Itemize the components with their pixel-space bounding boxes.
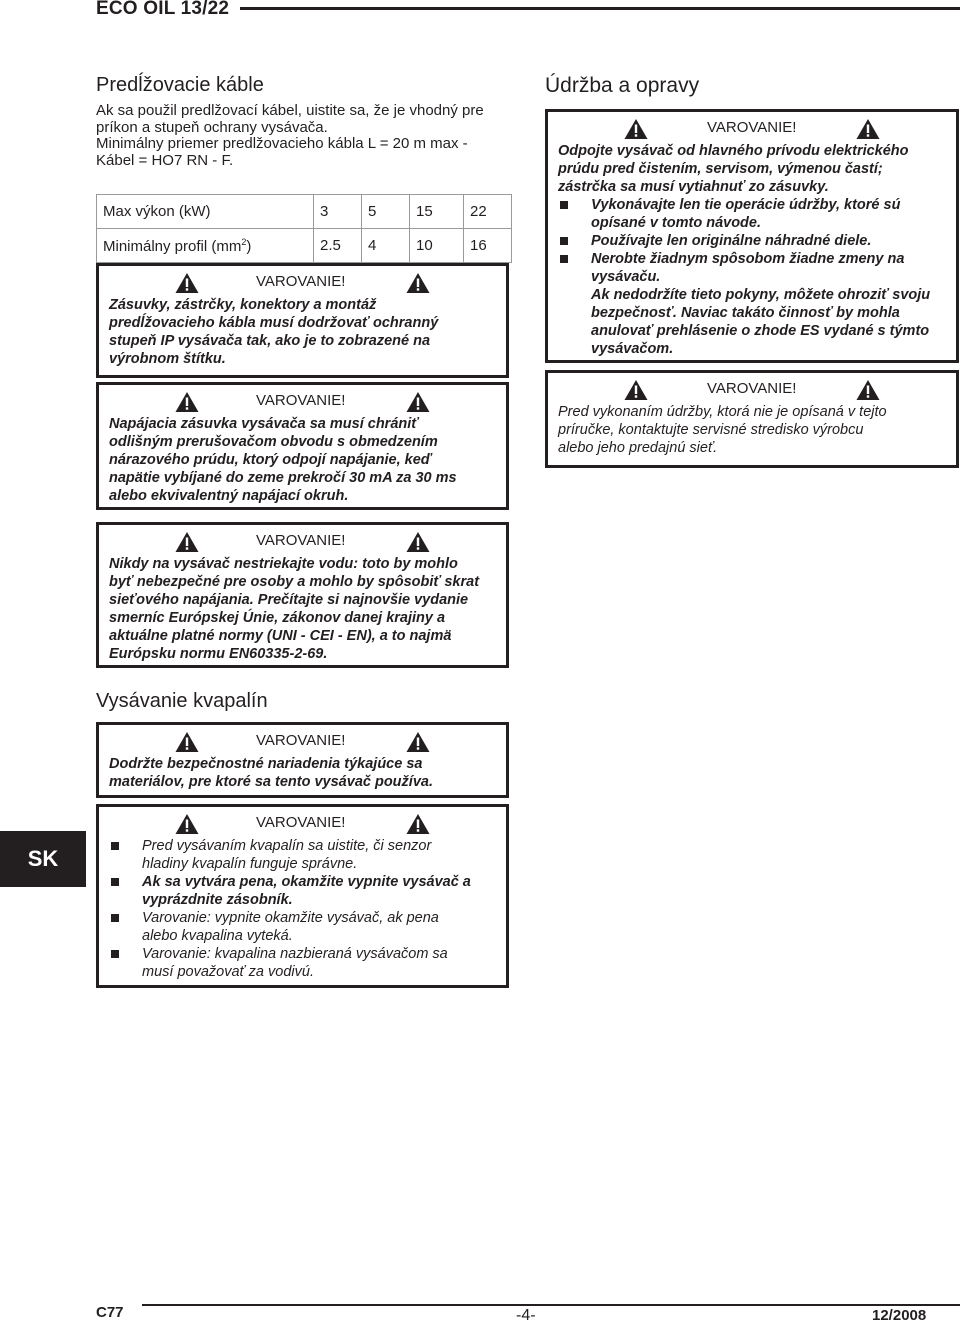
warning-box — [96, 804, 509, 988]
warning-line: Odpojte vysávač od hlavného prívodu elektrického — [558, 143, 909, 159]
warning-line: Zásuvky, zástrčky, konektory a montáž — [109, 297, 377, 313]
warning-triangle-icon — [406, 531, 430, 553]
warning-line: stupeň IP vysávača tak, ako je to zobrazené na — [109, 333, 431, 349]
warning-line: nárazového prúdu, ktorý odpojí napájanie, keď — [109, 452, 432, 468]
list-item-line: alebo kvapalina vyteká. — [142, 928, 293, 944]
warning-text — [109, 296, 496, 368]
warning-triangle-icon — [406, 391, 430, 413]
warning-label: VAROVANIE! — [256, 273, 346, 290]
warning-label: VAROVANIE! — [707, 119, 797, 136]
warning-text — [109, 555, 496, 663]
warning-triangle-icon — [175, 813, 199, 835]
paragraph-line: Minimálny priemer predlžovacieho kábla L = 20 m max - — [96, 135, 468, 152]
warning-line: prúdu pred čistením, servisom, výmenou častí; — [558, 161, 883, 177]
list-item-line: Vykonávajte len tie operácie údržby, ktoré sú — [591, 197, 901, 213]
warning-line: výrobnom štítku. — [109, 351, 226, 367]
footer-code: C77 — [96, 1304, 124, 1321]
list-item-line: bezpečnosť. Naviac takáto činnosť by mohla — [591, 305, 900, 321]
list-item-line: Nerobte žiadnym spôsobom žiadne zmeny na — [591, 251, 905, 267]
warning-header — [109, 389, 496, 415]
warning-line: predĺžovacieho kábla musí dodržovať ochranný — [109, 315, 439, 331]
warning-triangle-icon — [175, 731, 199, 753]
warning-line: Európsku normu EN60335-2-69. — [109, 646, 328, 662]
list-item-line: Ak sa vytvára pena, okamžite vypnite vysávač a — [142, 874, 471, 890]
list-item-line: Ak nedodržíte tieto pokyny, môžete ohroziť svoju — [591, 287, 931, 303]
language-tab: SK — [0, 831, 86, 887]
list-item — [558, 250, 946, 358]
document-title: ECO OIL 13/22 — [96, 0, 230, 19]
warning-triangle-icon — [624, 118, 648, 140]
warning-text — [558, 403, 946, 457]
warning-line: smerníc Európskej Únie, zákonov danej krajiny a — [109, 610, 446, 626]
section-title-liquid-vacuuming: Vysávanie kvapalín — [96, 690, 268, 712]
list-item-line: vyprázdnite zásobník. — [142, 892, 293, 908]
warning-triangle-icon — [175, 391, 199, 413]
warning-line: Nikdy na vysávač nestriekajte vodu: toto by mohlo — [109, 556, 458, 572]
warning-box — [96, 522, 509, 668]
warning-triangle-icon — [406, 272, 430, 294]
warning-list — [109, 837, 496, 981]
warning-line: materiálov, pre ktoré sa tento vysávač používa. — [109, 774, 433, 790]
warning-box — [96, 263, 509, 378]
label-text: ) — [246, 237, 252, 255]
table-cell: 16 — [464, 229, 512, 263]
list-item-line: musí považovať za vodivú. — [142, 964, 314, 980]
warning-header — [109, 270, 496, 296]
warning-triangle-icon — [624, 379, 648, 401]
warning-line: odlišným prerušovačom obvodu s obmedzením — [109, 434, 438, 450]
list-item-line: vysávačom. — [591, 341, 674, 357]
list-item — [109, 945, 496, 981]
list-item — [109, 909, 496, 945]
footer-date: 12/2008 — [872, 1307, 927, 1324]
warning-label: VAROVANIE! — [256, 392, 346, 409]
list-item — [109, 837, 496, 873]
warning-line: sieťového napájania. Prečítajte si najnovšie vydanie — [109, 592, 469, 608]
list-item — [109, 873, 496, 909]
list-item-line: opísané v tomto návode. — [591, 215, 761, 231]
table-cell: 22 — [464, 195, 512, 229]
header-rule — [240, 7, 960, 10]
warning-line: Napájacia zásuvka vysávača sa musí chrániť — [109, 416, 419, 432]
warning-line: príručke, kontaktujte servisné stredisko výrobcu — [558, 422, 864, 438]
warning-line: Dodržte bezpečnostné nariadenia týkajúce sa — [109, 756, 423, 772]
warning-line: alebo ekvivalentný napájací okruh. — [109, 488, 349, 504]
warning-triangle-icon — [175, 272, 199, 294]
warning-box — [96, 722, 509, 798]
warning-header — [558, 377, 946, 403]
table-cell: 2.5 — [314, 229, 362, 263]
warning-line: zástrčka sa musí vytiahnuť zo zásuvky. — [558, 179, 829, 195]
warning-box — [96, 382, 509, 510]
paragraph-line: príkon a stupeň ochrany vysávača. — [96, 118, 328, 136]
warning-triangle-icon — [406, 813, 430, 835]
page-number: -4- — [516, 1307, 536, 1324]
warning-triangle-icon — [856, 379, 880, 401]
warning-label: VAROVANIE! — [256, 532, 346, 549]
warning-header — [558, 116, 946, 142]
table-cell: 4 — [362, 229, 410, 263]
warning-header — [109, 811, 496, 837]
label-text: Minimálny profil (mm — [103, 237, 242, 255]
warning-list — [558, 196, 946, 358]
warning-header — [109, 529, 496, 555]
list-item-line: Varovanie: vypnite okamžite vysávač, ak pena — [142, 910, 439, 926]
section-title-maintenance: Údržba a opravy — [545, 74, 700, 97]
warning-triangle-icon — [175, 531, 199, 553]
list-item — [558, 232, 946, 250]
paragraph-line: Ak sa použil predlžovací kábel, uistite sa, že je vhodný pre — [96, 102, 484, 119]
list-item-line: Používajte len originálne náhradné diele. — [591, 233, 872, 249]
table-cell: 5 — [362, 195, 410, 229]
warning-label: VAROVANIE! — [707, 380, 797, 397]
warning-line: Pred vykonaním údržby, ktorá nie je opísaná v tejto — [558, 404, 887, 420]
list-item-line: vysávaču. — [591, 269, 661, 285]
table-row — [97, 229, 512, 263]
extension-cables-paragraph — [96, 103, 484, 169]
list-item-line: hladiny kvapalín funguje správne. — [142, 856, 358, 872]
warning-text — [109, 415, 496, 505]
footer-rule — [142, 1304, 960, 1306]
cable-spec-table — [96, 194, 512, 263]
warning-triangle-icon — [406, 731, 430, 753]
table-cell: 15 — [410, 195, 464, 229]
table-cell: 10 — [410, 229, 464, 263]
list-item-line: Pred vysávaním kvapalín sa uistite, či senzor — [142, 838, 432, 854]
label-superscript: 2 — [241, 236, 247, 247]
list-item-line: anulovať prehlásenie o zhode ES vydané s týmto — [591, 323, 930, 339]
table-cell: 3 — [314, 195, 362, 229]
table-cell-label: Max výkon (kW) — [97, 195, 314, 229]
table-cell-label — [97, 229, 314, 263]
warning-line: alebo jeho predajnú sieť. — [558, 440, 718, 456]
table-row — [97, 195, 512, 229]
list-item-line: Varovanie: kvapalina nazbieraná vysávačom sa — [142, 946, 448, 962]
warning-header — [109, 729, 496, 755]
warning-box — [545, 109, 959, 363]
warning-triangle-icon — [856, 118, 880, 140]
warning-line: napätie vybíjané do zeme prekročí 30 mA za 30 ms — [109, 470, 457, 486]
list-item — [558, 196, 946, 232]
warning-label: VAROVANIE! — [256, 732, 346, 749]
warning-box — [545, 370, 959, 468]
warning-label: VAROVANIE! — [256, 814, 346, 831]
warning-text — [109, 755, 496, 791]
warning-line: aktuálne platné normy (UNI - CEI - EN), a to najmä — [109, 628, 452, 644]
section-title-extension-cables: Predĺžovacie káble — [96, 74, 264, 96]
warning-line: byť nebezpečné pre osoby a mohlo by spôsobiť skrat — [109, 574, 480, 590]
warning-text — [558, 142, 946, 196]
paragraph-line: Kábel = HO7 RN - F. — [96, 151, 234, 169]
